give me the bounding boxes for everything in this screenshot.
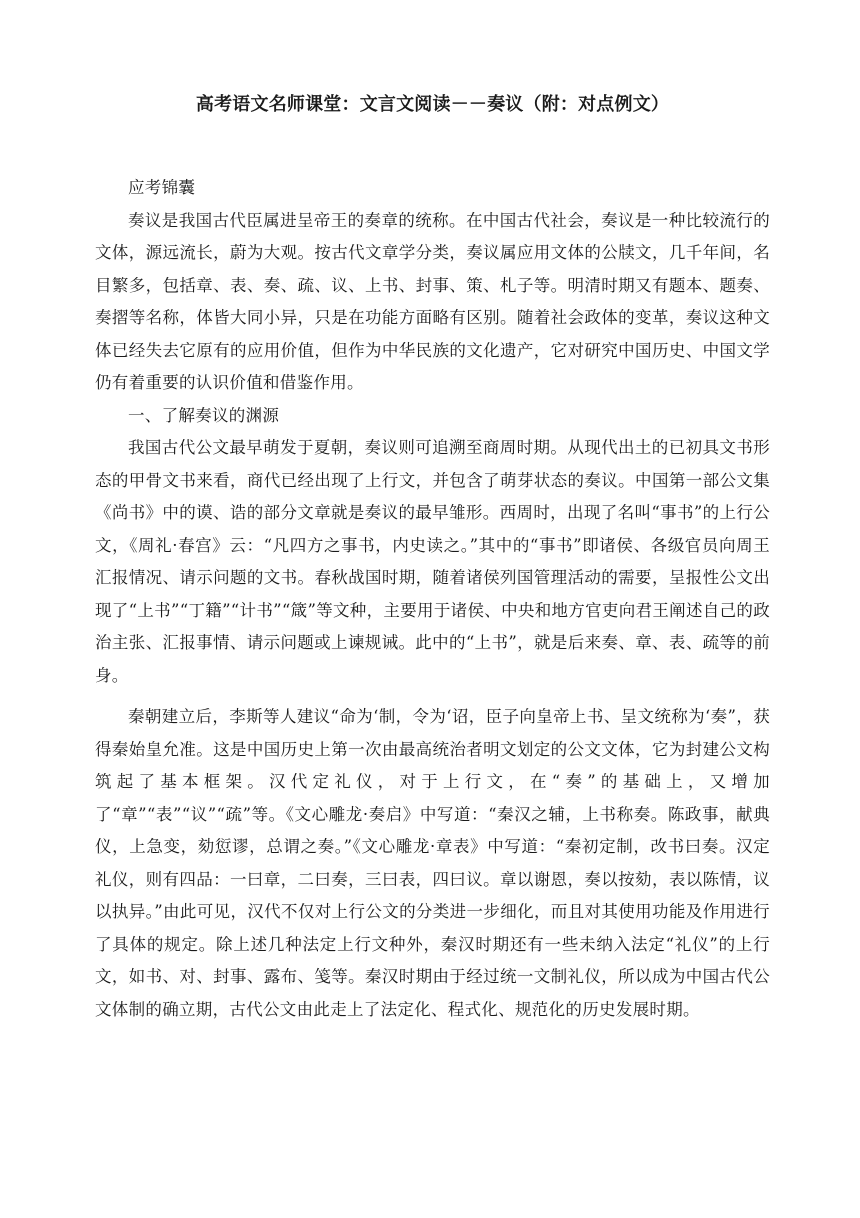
paragraph-intro: 奏议是我国古代臣属进呈帝王的奏章的统称。在中国古代社会，奏议是一种比较流行的文体，源远流长，蔚为大观。按古代文章学分类，奏议属应用文体的公牍文，几千年间，名目繁多，包括章、表、奏、疏、议、上书、封事、策、札子等。明清时期又有题本、题奏、奏摺等名称，体皆大同小异，只是在功能方面略有区别。随着社会政体的变革，奏议这种文体已经失去它原有的应用价值，但作为中华民族的文化遗产，它对研究中国历史、中国文学仍有着重要的认识价值和借鉴作用。 xyxy=(95,210,770,392)
paragraph-qin-han: 秦朝建立后，李斯等人建议“命为‘制，令为‘诏，臣子向皇帝上书、呈文统称为‘奏”，获得秦始皇允准。这是中国历史上第一次由最高统治者明文划定的公文文体，它为封建公文构筑起了基本框架。汉代定礼仪，对于上行文，在“奏”的基础上，又增加了“章”“表”“议”“疏”等。《文心雕龙·奏启》中写道：“秦汉之辅，上书称奏。陈政事，献典仪，上急变，劾愆谬，总谓之奏。”《文心雕龙·章表》中写道：“秦初定制，改书曰奏。汉定礼仪，则有四品：一曰章，二曰奏，三曰表，四曰议。章以谢恩，奏以按劾，表以陈情，议以执异。”由此可见，汉代不仅对上行公文的分类进一步细化，而且对其使用功能及作用进行了具体的规定。除上述几种法定上行文种外，秦汉时期还有一些未纳入法定“礼仪”的上行文，如书、对、封事、露布、笺等。秦汉时期由于经过统一文制礼仪，所以成为中国古代公文体制的确立期，古代公文由此走上了法定化、程式化、规范化的历史发展时期。 xyxy=(95,707,770,1019)
document-title: 高考语文名师课堂：文言文阅读－－奏议（附：对点例文） xyxy=(195,94,670,115)
section-heading-exam-tips: 应考锦囊 xyxy=(128,178,196,197)
paragraph-pre-qin: 我国古代公文最早萌发于夏朝，奏议则可追溯至商周时期。从现代出土的已初具文书形态的甲骨文书来看，商代已经出现了上行文，并包含了萌芽状态的奏议。中国第一部公文集《尚书》中的谟、诰的部分文章就是奏议的最早雏形。西周时，出现了名叫“事书”的上行公文，《周礼·春宫》云：“凡四方之事书，内史读之。”其中的“事书”即诸侯、各级官员向周王汇报情况、请示问题的文书。春秋战国时期，随着诸侯列国管理活动的需要，呈报性公文出现了“上书”“丁籍”“计书”“箴”等文种，主要用于诸侯、中央和地方官吏向君王阐述自己的政治主张、汇报事情、请示问题或上谏规诫。此中的“上书”，就是后来奏、章、表、疏等的前身。 xyxy=(95,438,770,685)
section-heading-origins: 一、了解奏议的渊源 xyxy=(128,405,280,425)
